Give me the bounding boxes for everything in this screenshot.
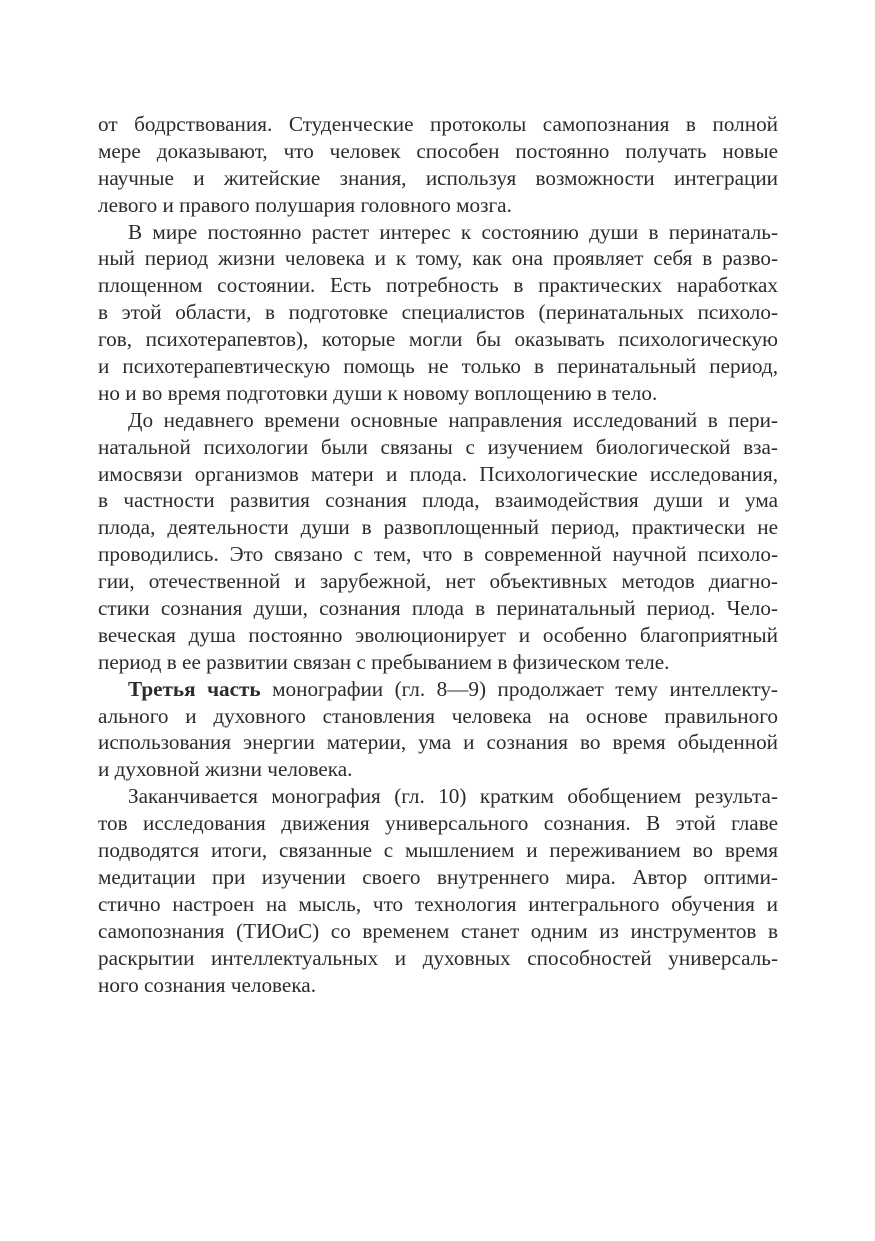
text-line: и духовной жизни человека. [98, 757, 353, 782]
text-line: мере доказывают, что человек способен постоянно получать новые [98, 138, 778, 163]
paragraph-5 [98, 783, 778, 998]
text-line: гов, психотерапевтов), которые могли бы оказывать психологическую [98, 327, 778, 352]
text-line: площенном состоянии. Есть потребность в практических наработках [98, 273, 778, 298]
text-line: натальной психологии были связаны с изучением биологической вза- [98, 434, 778, 459]
text-line: ального и духовного становления человека на основе правильного [98, 703, 778, 728]
text-line: период в ее развитии связан с пребыванием в физическом теле. [98, 649, 670, 674]
paragraph-1 [98, 111, 778, 219]
text-line: раскрытии интеллектуальных и духовных способностей универсаль- [98, 945, 778, 970]
text-line: медитации при изучении своего внутреннего мира. Автор оптими- [98, 864, 778, 889]
text-line: левого и правого полушария головного мозга. [98, 192, 512, 217]
text-line: гии, отечественной и зарубежной, нет объективных методов диагно- [98, 569, 778, 594]
text-line: подводятся итоги, связанные с мышлением и переживанием во время [98, 838, 778, 863]
text-line: проводились. Это связано с тем, что в современной научной психоло- [98, 542, 778, 567]
paragraph-4 [98, 676, 778, 784]
bold-lead-phrase: Третья часть [128, 676, 261, 701]
text-line: В мире постоянно растет интерес к состоянию души в перинаталь- [128, 219, 778, 244]
text-line: самопознания (ТИОиС) со временем станет одним из инструментов в [98, 918, 778, 943]
text-line: имосвязи организмов матери и плода. Психологические исследования, [98, 461, 778, 486]
text-line: в частности развития сознания плода, взаимодействия души и ума [98, 488, 778, 513]
text-line: но и во время подготовки души к новому воплощению в тело. [98, 380, 658, 405]
text-line: ного сознания человека. [98, 972, 316, 997]
text-line: в этой области, в подготовке специалистов (перинатальных психоло- [98, 300, 778, 325]
text-line: от бодрствования. Студенческие протоколы самопознания в полной [98, 112, 778, 136]
text-line: До недавнего времени основные направления исследований в пери- [128, 407, 778, 432]
text-line: ный период жизни человека и к тому, как она проявляет себя в разво- [98, 246, 778, 271]
text-line: научные и житейские знания, используя возможности интеграции [98, 165, 778, 190]
paragraph-2 [98, 219, 778, 407]
text-line: стично настроен на мысль, что технология интегрального обучения и [98, 891, 778, 916]
text-line: веческая душа постоянно эволюционирует и особенно благоприятный [98, 622, 778, 647]
text-line [98, 676, 778, 703]
paragraph-3 [98, 407, 778, 676]
text-line: и психотерапевтическую помощь не только в перинатальный период, [98, 354, 778, 379]
text-line: плода, деятельности души в развоплощенный период, практически не [98, 515, 778, 540]
text-line: Заканчивается монография (гл. 10) кратким обобщением результа- [128, 784, 778, 809]
page-body [98, 111, 778, 998]
text-line: использования энергии материи, ума и сознания во время обыденной [98, 730, 778, 755]
text-line: тов исследования движения универсального сознания. В этой главе [98, 811, 778, 836]
text-line: стики сознания души, сознания плода в перинатальный период. Чело- [98, 596, 778, 621]
text-line-rest: монографии (гл. 8—9) продолжает тему интеллекту- [260, 676, 778, 701]
